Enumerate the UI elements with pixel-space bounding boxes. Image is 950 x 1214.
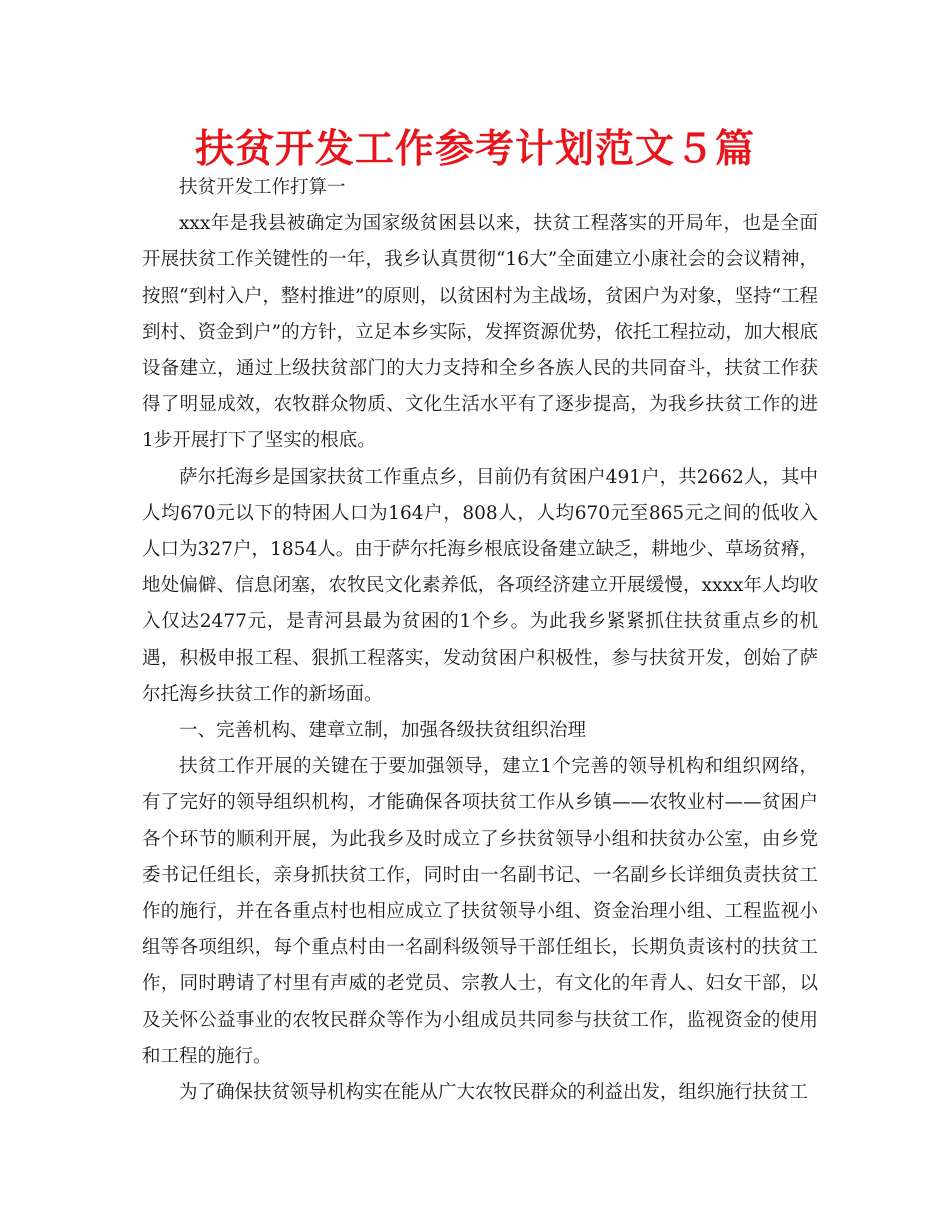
section-heading-plan-one: 扶贫开发工作打算一 — [179, 177, 346, 198]
paragraph: 为了确保扶贫领导机构实在能从广大农牧民群众的利益出发，组织施行扶贫工 — [179, 1082, 809, 1104]
paragraph: 扶贫工作开展的关键在于要加强领导，建立1个完善的领导机构和组织网络，有了完好的领导组织机构，才能确保各项扶贫工作从乡镇——农牧业村——贫困户各个环节的顺利开展，为此我乡及时成立了乡扶贫领导小组和扶贫办公室，由乡党委书记任组长，亲身抓扶贫工作，同时由一名副书记、一名副乡长详细负责扶贫工作的施行，并在各重点村也相应成立了扶贫领导小组、资金治理小组、工程监视小组等各项组织，每个重点村由一名副科级领导干部任组长，长期负责该村的扶贫工作，同时聘请了村里有声威的老党员、宗教人士，有文化的年青人、妇女干部，以及关怀公益事业的农牧民群众等作为小组成员共同参与扶贫工作，监视资金的使用和工程的施行。 — [142, 756, 818, 1067]
section-heading: 一、完善机构、建章立制，加强各级扶贫组织治理 — [179, 720, 587, 742]
paragraph: xxx年是我县被确定为国家级贫困县以来，扶贫工程落实的开局年，也是全面开展扶贫工作关键性的一年，我乡认真贯彻“16大”全面建立小康社会的会议精神，按照“到村入户，整村推进”的原则，以贫困村为主战场，贫困户为对象，坚持“工程到村、资金到户”的方针，立足本乡实际，发挥资源优势，依托工程拉动，加大根底设备建立，通过上级扶贫部门的大力支持和全乡各族人民的共同奋斗，扶贫工作获得了明显成效，农牧群众物质、文化生活水平有了逐步提高，为我乡扶贫工作的进1步开展打下了坚实的根底。 — [142, 213, 818, 452]
document-body — [142, 170, 818, 1111]
document-title: 扶贫开发工作参考计划范文５篇 — [194, 127, 755, 172]
paragraph: 萨尔托海乡是国家扶贫工作重点乡，目前仍有贫困户491户，共2662人，其中人均670元以下的特困人口为164户，808人，人均670元至865元之间的低收入人口为327户，1854人。由于萨尔托海乡根底设备建立缺乏，耕地少、草场贫瘠，地处偏僻、信息闭塞，农牧民文化素养低，各项经济建立开展缓慢，xxxx年人均收入仅达2477元，是青河县最为贫困的1个乡。为此我乡紧紧抓住扶贫重点乡的机遇，积极申报工程、狠抓工程落实，发动贫困户积极性，参与扶贫开发，创始了萨尔托海乡扶贫工作的新场面。 — [142, 466, 818, 705]
